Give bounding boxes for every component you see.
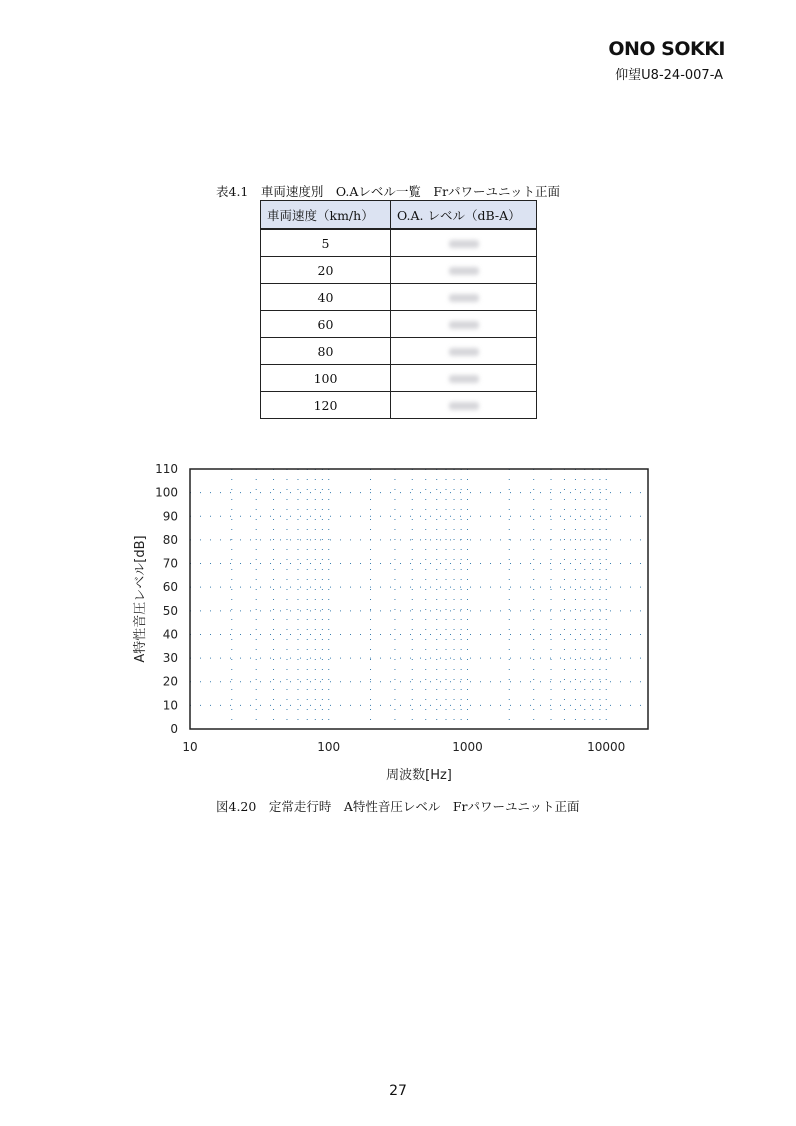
- table-row: [261, 392, 537, 419]
- spectrum-chart: [130, 455, 670, 790]
- y-tick-label: 80: [162, 532, 178, 547]
- speed-cell: 40: [261, 284, 391, 311]
- y-tick-label: 70: [162, 556, 178, 571]
- speed-cell: 60: [261, 311, 391, 338]
- onosokki-logo: ONO SOKKI: [608, 38, 725, 60]
- table-row: [261, 311, 537, 338]
- x-tick-label: 10: [182, 740, 198, 754]
- y-axis-label: A特性音圧レベル[dB]: [133, 535, 148, 663]
- y-tick-label: 60: [162, 580, 178, 595]
- figure-caption: 図4.20 定常走行時 A特性音圧レベル Frパワーユニット正面: [216, 799, 580, 814]
- redacted-value-cell: [391, 311, 537, 338]
- y-tick-label: 110: [155, 462, 178, 476]
- x-tick-label: 100: [317, 740, 341, 754]
- table-row: [261, 257, 537, 284]
- y-tick-label: 100: [155, 485, 178, 500]
- redacted-value-cell: [391, 365, 537, 392]
- redacted-value-cell: [391, 257, 537, 284]
- col-header-speed: 車両速度（km/h）: [261, 201, 391, 230]
- redacted-value-cell: [391, 338, 537, 365]
- page-number: 27: [389, 1083, 407, 1099]
- table-row: [261, 338, 537, 365]
- redacted-value-cell: [391, 284, 537, 311]
- y-tick-label: 40: [162, 627, 178, 642]
- x-tick-label: 10000: [587, 740, 626, 754]
- speed-cell: 100: [261, 365, 391, 392]
- plot-area: [190, 469, 648, 729]
- table-row: [261, 365, 537, 392]
- redacted-value-cell: [391, 229, 537, 257]
- y-tick-label: 50: [162, 603, 178, 618]
- y-tick-label: 30: [162, 651, 178, 666]
- document-number: 仰望U8-24-007-A: [615, 68, 723, 83]
- speed-cell: 20: [261, 257, 391, 284]
- col-header-oa-level: O.A. レベル（dB-A）: [391, 201, 537, 230]
- table-caption: 表4.1 車両速度別 O.Aレベル一覧 Frパワーユニット正面: [216, 184, 561, 199]
- speed-cell: 80: [261, 338, 391, 365]
- y-tick-label: 10: [162, 698, 178, 713]
- table-row: [261, 284, 537, 311]
- redacted-value-cell: [391, 392, 537, 419]
- y-tick-label: 90: [162, 509, 178, 524]
- table-row: [261, 229, 537, 257]
- x-axis-label: 周波数[Hz]: [386, 768, 452, 783]
- x-tick-label: 1000: [452, 740, 483, 754]
- y-tick-label: 0: [170, 722, 178, 736]
- y-tick-label: 20: [162, 674, 178, 689]
- speed-cell: 120: [261, 392, 391, 419]
- oa-level-table: [260, 200, 537, 419]
- speed-cell: 5: [261, 229, 391, 257]
